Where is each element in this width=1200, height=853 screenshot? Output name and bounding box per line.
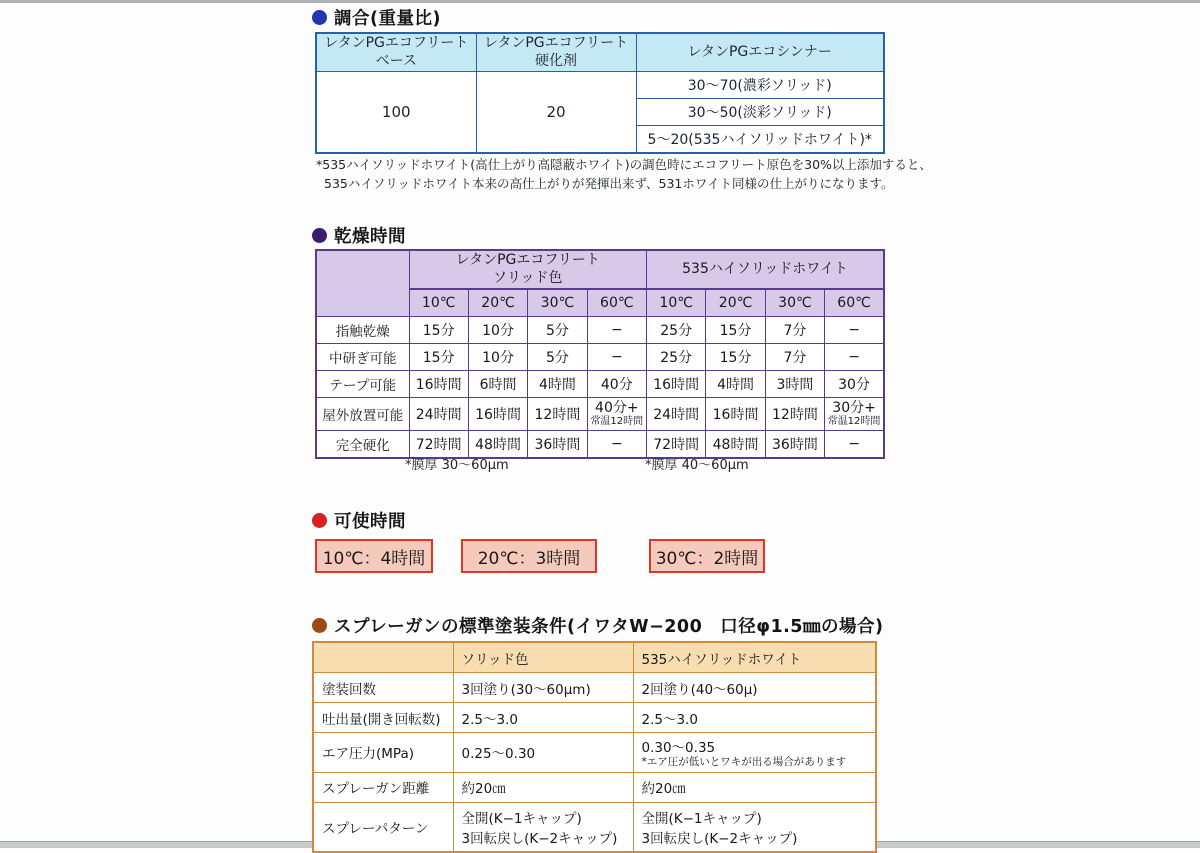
table-cell: 7分 xyxy=(765,317,824,344)
table-cell xyxy=(633,733,876,773)
table-cell: 15分 xyxy=(706,344,765,371)
temp-header: 10℃ xyxy=(647,289,706,317)
row-label: 吐出量(開き回転数) xyxy=(313,703,453,733)
potlife-box-10c: 10℃：4時間 xyxy=(315,539,433,573)
cell-line: 全開(K−1キャップ) xyxy=(641,810,762,827)
potlife-section-title xyxy=(312,508,406,533)
table-cell: 24時間 xyxy=(647,398,706,431)
spray-corner-cell xyxy=(313,642,453,673)
table-row xyxy=(316,344,884,371)
row-label: 完全硬化 xyxy=(316,431,409,459)
table-cell: 36時間 xyxy=(528,431,587,459)
table-cell: 15分 xyxy=(706,317,765,344)
brown-bullet-icon xyxy=(312,618,327,633)
table-row xyxy=(313,673,876,703)
header-line: ベース xyxy=(375,52,417,69)
table-cell xyxy=(633,802,876,852)
table-row xyxy=(313,703,876,733)
mixing-base-value: 100 xyxy=(316,72,476,154)
film-thickness-note-white: *膜厚 40〜60μm xyxy=(645,458,749,473)
potlife-title-text: 可使時間 xyxy=(334,512,406,532)
temp-header: 20℃ xyxy=(468,289,527,317)
table-cell: 6時間 xyxy=(468,371,527,398)
scan-top-edge xyxy=(0,0,1200,3)
spray-header-row xyxy=(313,642,876,673)
cell-line: 30分+ xyxy=(832,399,876,416)
table-cell xyxy=(453,802,633,852)
table-cell: 16時間 xyxy=(647,371,706,398)
drying-group-white: 535ハイソリッドホワイト xyxy=(647,250,885,289)
table-row xyxy=(316,431,884,459)
table-cell: 2.5〜3.0 xyxy=(633,703,876,733)
spray-header-white: 535ハイソリッドホワイト xyxy=(633,642,876,673)
spray-section-title xyxy=(312,613,883,638)
red-bullet-icon xyxy=(312,513,327,528)
table-cell: 40分 xyxy=(587,371,646,398)
drying-corner-cell xyxy=(316,250,409,317)
film-thickness-note-solid: *膜厚 30〜60μm xyxy=(405,458,509,473)
table-row xyxy=(316,317,884,344)
temp-header: 20℃ xyxy=(706,289,765,317)
table-cell: 2回塗り(40〜60μ) xyxy=(633,673,876,703)
footnote-line: 535ハイソリッドホワイト本来の高仕上がりが発揮出来ず、531ホワイト同様の仕上がりになります。 xyxy=(324,176,894,192)
row-label: エア圧力(MPa) xyxy=(313,733,453,773)
table-cell: 約20㎝ xyxy=(633,772,876,802)
header-line: ソリッド色 xyxy=(493,269,563,286)
cell-line: 3回転戻し(K−2キャップ) xyxy=(461,830,618,847)
header-line: レタンPGエコフリート xyxy=(483,35,629,51)
table-cell: 10分 xyxy=(468,344,527,371)
spray-gun-table xyxy=(312,641,877,853)
table-row xyxy=(313,802,876,852)
table-cell: 72時間 xyxy=(409,431,468,459)
spray-header-solid: ソリッド色 xyxy=(453,642,633,673)
table-cell: 25分 xyxy=(647,344,706,371)
table-cell: − xyxy=(825,317,884,344)
table-row xyxy=(316,72,884,99)
mixing-hardener-value: 20 xyxy=(476,72,636,154)
table-cell: 7分 xyxy=(765,344,824,371)
table-cell: 12時間 xyxy=(528,398,587,431)
table-cell: 16時間 xyxy=(468,398,527,431)
table-cell: 16時間 xyxy=(706,398,765,431)
table-cell xyxy=(825,398,884,431)
table-cell: 30分 xyxy=(825,371,884,398)
temp-header: 60℃ xyxy=(825,289,884,317)
table-cell: − xyxy=(587,317,646,344)
blue-bullet-icon xyxy=(312,10,327,25)
table-cell: − xyxy=(587,344,646,371)
purple-bullet-icon xyxy=(312,228,327,243)
table-cell: 4時間 xyxy=(706,371,765,398)
mixing-header-row xyxy=(316,33,884,72)
table-cell: 12時間 xyxy=(765,398,824,431)
mixing-footnote xyxy=(316,155,932,194)
cell-line: 0.30〜0.35 xyxy=(641,740,716,756)
drying-group-header-row xyxy=(316,250,884,289)
row-label: 塗装回数 xyxy=(313,673,453,703)
cell-subline: 常温12時間 xyxy=(827,416,881,428)
row-label: 指触乾燥 xyxy=(316,317,409,344)
table-cell: 5分 xyxy=(528,317,587,344)
table-cell: 0.25〜0.30 xyxy=(453,733,633,773)
mixing-thinner-value: 5〜20(535ハイソリッドホワイト)* xyxy=(636,126,884,154)
table-cell: 15分 xyxy=(409,317,468,344)
table-cell: 24時間 xyxy=(409,398,468,431)
table-cell: 3回塗り(30〜60μm) xyxy=(453,673,633,703)
table-cell: 25分 xyxy=(647,317,706,344)
footnote-line: *535ハイソリッドホワイト(高仕上がり高隠蔽ホワイト)の調色時にエコフリート原色を30%以上添加すると、 xyxy=(316,157,932,172)
mixing-title-text: 調合(重量比) xyxy=(334,9,441,29)
temp-header: 30℃ xyxy=(528,289,587,317)
temp-header: 30℃ xyxy=(765,289,824,317)
mixing-header-hardener xyxy=(476,33,636,72)
spray-title-text: スプレーガンの標準塗装条件(イワタW−200 口径φ1.5㎜の場合) xyxy=(334,617,884,637)
table-cell: 48時間 xyxy=(706,431,765,459)
mixing-thinner-value: 30〜50(淡彩ソリッド) xyxy=(636,99,884,126)
table-row xyxy=(313,772,876,802)
table-cell: 3時間 xyxy=(765,371,824,398)
mixing-ratio-table xyxy=(315,32,885,154)
drying-time-table xyxy=(315,249,885,459)
cell-line: 全開(K−1キャップ) xyxy=(461,810,582,827)
table-cell: − xyxy=(587,431,646,459)
cell-line: 40分+ xyxy=(595,399,639,416)
header-line: レタンPGエコフリート xyxy=(324,35,469,51)
table-cell: 5分 xyxy=(528,344,587,371)
temp-header: 60℃ xyxy=(587,289,646,317)
table-cell: 約20㎝ xyxy=(453,772,633,802)
pressure-warning-note: *エア圧が低いとワキが出る場合があります xyxy=(641,756,847,768)
cell-line: 3回転戻し(K−2キャップ) xyxy=(641,830,798,847)
row-label: テープ可能 xyxy=(316,371,409,398)
row-label: スプレーガン距離 xyxy=(313,772,453,802)
drying-section-title xyxy=(312,223,406,248)
table-cell: − xyxy=(825,431,884,459)
table-cell: 2.5〜3.0 xyxy=(453,703,633,733)
row-label: 中研ぎ可能 xyxy=(316,344,409,371)
table-cell: 16時間 xyxy=(409,371,468,398)
mixing-header-thinner: レタンPGエコシンナー xyxy=(636,33,884,72)
header-line: レタンPGエコフリート xyxy=(455,252,600,268)
drying-group-solid xyxy=(409,250,647,289)
table-row xyxy=(313,733,876,773)
table-cell: 4時間 xyxy=(528,371,587,398)
table-cell: 48時間 xyxy=(468,431,527,459)
drying-title-text: 乾燥時間 xyxy=(334,227,406,247)
header-line: 硬化剤 xyxy=(535,52,577,69)
table-cell: − xyxy=(825,344,884,371)
table-cell: 36時間 xyxy=(765,431,824,459)
mixing-header-base xyxy=(316,33,476,72)
row-label: 屋外放置可能 xyxy=(316,398,409,431)
mixing-thinner-value: 30〜70(濃彩ソリッド) xyxy=(636,72,884,99)
table-cell: 15分 xyxy=(409,344,468,371)
table-row xyxy=(316,398,884,431)
table-cell: 10分 xyxy=(468,317,527,344)
table-cell xyxy=(587,398,646,431)
mixing-section-title xyxy=(312,5,441,30)
potlife-box-30c: 30℃：2時間 xyxy=(649,539,765,573)
cell-subline: 常温12時間 xyxy=(590,416,644,428)
row-label: スプレーパターン xyxy=(313,802,453,852)
temp-header: 10℃ xyxy=(409,289,468,317)
table-row xyxy=(316,371,884,398)
table-cell: 72時間 xyxy=(647,431,706,459)
potlife-box-20c: 20℃：3時間 xyxy=(461,539,597,573)
